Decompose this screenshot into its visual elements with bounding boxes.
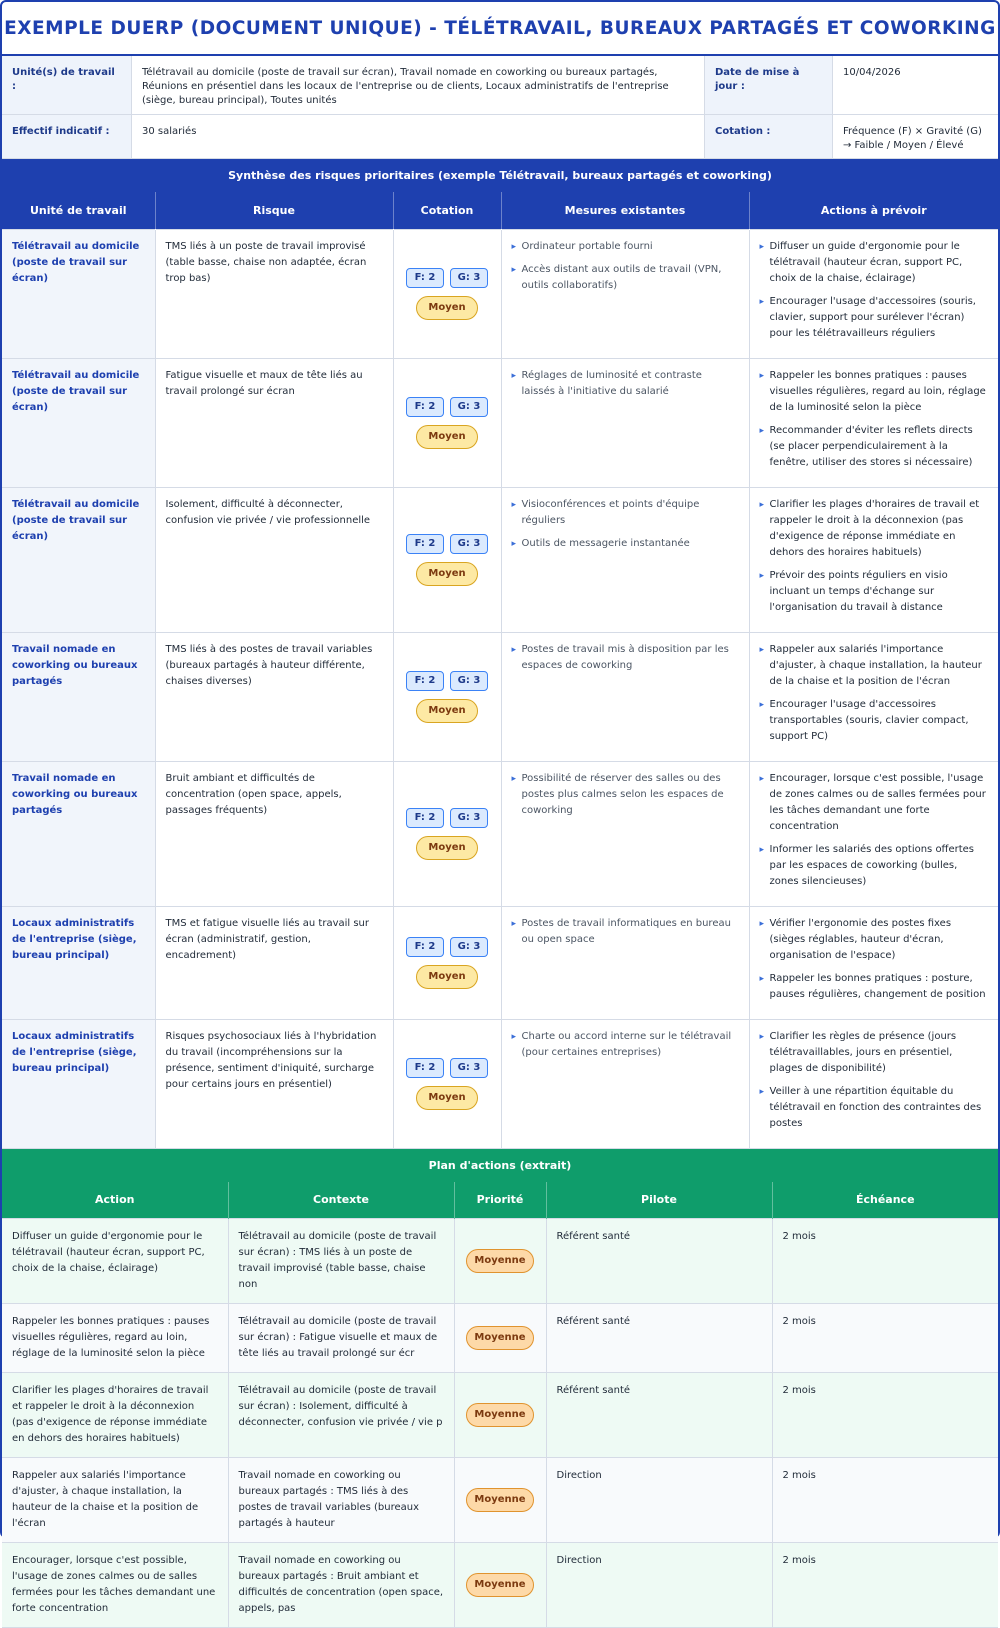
work-unit-cell: Locaux administratifs de l'entreprise (siège, bureau principal): [2, 906, 155, 1019]
measure-item: ▸ Charte ou accord interne sur le télétravail (pour certaines entreprises): [512, 1029, 739, 1061]
risk-col-header: Actions à prévoir: [749, 192, 998, 229]
action-item: ▸ Prévoir des points réguliers en visio incluant un temps d'échange sur l'organisation du travail à distance: [760, 568, 989, 616]
risk-col-header: Risque: [155, 192, 393, 229]
risk-row: [2, 229, 998, 358]
action-item: ▸ Encourager, lorsque c'est possible, l'usage de zones calmes ou de salles fermées pour les tâches demandant une forte concentration: [760, 771, 989, 835]
risk-cell: TMS liés à des postes de travail variables (bureaux partagés à hauteur différente, chaises diverses): [155, 632, 393, 761]
risk-cell: Fatigue visuelle et maux de tête liés au travail prolongé sur écran: [155, 358, 393, 487]
plan-action-cell: Rappeler aux salariés l'importance d'ajuster, à chaque installation, la hauteur de la chaise et la position de l'écran: [2, 1458, 228, 1543]
risk-row: [2, 761, 998, 906]
risk-level-badge: Moyen: [416, 562, 478, 586]
risk-row: [2, 632, 998, 761]
frequency-badge: F: 2: [406, 671, 444, 691]
fg-badges: [398, 937, 497, 957]
planned-actions-cell: [749, 358, 998, 487]
measures-list: [512, 1029, 739, 1061]
frequency-badge: F: 2: [406, 1058, 444, 1078]
plan-col-header: Échéance: [772, 1182, 998, 1219]
priority-badge: Moyenne: [466, 1573, 534, 1597]
plan-col-header: Priorité: [454, 1182, 546, 1219]
actions-list: [760, 916, 989, 1003]
meta-info-grid: [2, 56, 998, 159]
frequency-badge: F: 2: [406, 397, 444, 417]
risk-level-badge: Moyen: [416, 296, 478, 320]
gravity-badge: G: 3: [450, 937, 488, 957]
action-item: ▸ Rappeler aux salariés l'importance d'ajuster, à chaque installation, la hauteur de la chaise et la position de l'écran: [760, 642, 989, 690]
frequency-badge: F: 2: [406, 268, 444, 288]
gravity-badge: G: 3: [450, 1058, 488, 1078]
cotation-cell: [393, 906, 501, 1019]
actions-list: [760, 239, 989, 342]
gravity-badge: G: 3: [450, 808, 488, 828]
pilot-cell: Référent santé: [546, 1304, 772, 1373]
risk-col-header: Cotation: [393, 192, 501, 229]
pilot-cell: Référent santé: [546, 1373, 772, 1458]
frequency-badge: F: 2: [406, 937, 444, 957]
action-item: ▸ Encourager l'usage d'accessoires transportables (souris, clavier compact, support PC): [760, 697, 989, 745]
measure-item: ▸ Réglages de luminosité et contraste laissés à l'initiative du salarié: [512, 368, 739, 400]
work-unit-cell: Travail nomade en coworking ou bureaux partagés: [2, 761, 155, 906]
action-item: ▸ Veiller à une répartition équitable du télétravail en fonction des contraintes des postes: [760, 1084, 989, 1132]
deadline-cell: 2 mois: [772, 1373, 998, 1458]
actions-list: [760, 368, 989, 471]
priority-badge: Moyenne: [466, 1249, 534, 1273]
planned-actions-cell: [749, 632, 998, 761]
action-plan-table: [2, 1182, 998, 1628]
existing-measures-cell: [501, 487, 749, 632]
frequency-badge: F: 2: [406, 808, 444, 828]
effectif-value: 30 salariés: [132, 115, 705, 159]
actions-list: [760, 642, 989, 745]
existing-measures-cell: [501, 632, 749, 761]
measure-item: ▸ Outils de messagerie instantanée: [512, 536, 739, 552]
work-unit-cell: Locaux administratifs de l'entreprise (siège, bureau principal): [2, 1019, 155, 1148]
fg-badges: [398, 268, 497, 288]
planned-actions-cell: [749, 1019, 998, 1148]
planned-actions-cell: [749, 761, 998, 906]
priority-cell: [454, 1304, 546, 1373]
actions-list: [760, 497, 989, 616]
risk-row: [2, 487, 998, 632]
measures-list: [512, 916, 739, 948]
pilot-cell: Direction: [546, 1458, 772, 1543]
action-item: ▸ Recommander d'éviter les reflets directs (se placer perpendiculairement à la fenêtre, utiliser des stores si nécessaire): [760, 423, 989, 471]
measures-list: [512, 239, 739, 294]
action-item: ▸ Clarifier les règles de présence (jours télétravaillables, jours en présentiel, plages de disponibilité): [760, 1029, 989, 1077]
work-unit-cell: Télétravail au domicile (poste de travail sur écran): [2, 229, 155, 358]
priority-cell: [454, 1543, 546, 1628]
unites-value: Télétravail au domicile (poste de travail sur écran), Travail nomade en coworking ou bureaux partagés, Réunions en présentiel dans les locaux de l'entreprise ou de clients, Locaux administratifs de l'entreprise (siège, bureau principal), Toutes unités: [132, 56, 705, 115]
risk-level-badge: Moyen: [416, 836, 478, 860]
plan-row: [2, 1304, 998, 1373]
plan-context-cell: Travail nomade en coworking ou bureaux partagés : Bruit ambiant et difficultés de concentration (open space, appels, pas: [228, 1543, 454, 1628]
measures-list: [512, 771, 739, 819]
effectif-label: Effectif indicatif :: [2, 115, 132, 159]
plan-action-cell: Diffuser un guide d'ergonomie pour le télétravail (hauteur écran, support PC, choix de la chaise, éclairage): [2, 1219, 228, 1304]
plan-action-cell: Clarifier les plages d'horaires de travail et rappeler le droit à la déconnexion (pas d'exigence de réponse immédiate en dehors des horaires habituels): [2, 1373, 228, 1458]
existing-measures-cell: [501, 906, 749, 1019]
fg-badges: [398, 671, 497, 691]
measures-list: [512, 368, 739, 400]
risk-col-header: Mesures existantes: [501, 192, 749, 229]
risk-synthesis-table: [2, 192, 998, 1149]
action-item: ▸ Encourager l'usage d'accessoires (souris, clavier, support pour surélever l'écran) pour les télétravailleurs réguliers: [760, 294, 989, 342]
measure-item: ▸ Accès distant aux outils de travail (VPN, outils collaboratifs): [512, 262, 739, 294]
measures-list: [512, 497, 739, 552]
plan-action-cell: Rappeler les bonnes pratiques : pauses visuelles régulières, regard au loin, réglage de la luminosité selon la pièce: [2, 1304, 228, 1373]
planned-actions-cell: [749, 487, 998, 632]
priority-cell: [454, 1458, 546, 1543]
plan-context-cell: Télétravail au domicile (poste de travail sur écran) : Isolement, difficulté à déconnecter, confusion vie privée / vie p: [228, 1373, 454, 1458]
deadline-cell: 2 mois: [772, 1543, 998, 1628]
plan-row: [2, 1219, 998, 1304]
deadline-cell: 2 mois: [772, 1304, 998, 1373]
planned-actions-cell: [749, 229, 998, 358]
plan-col-header: Action: [2, 1182, 228, 1219]
priority-badge: Moyenne: [466, 1488, 534, 1512]
plan-col-header: Pilote: [546, 1182, 772, 1219]
risk-row: [2, 1019, 998, 1148]
cotation-cell: [393, 487, 501, 632]
measure-item: ▸ Possibilité de réserver des salles ou des postes plus calmes selon les espaces de coworking: [512, 771, 739, 819]
existing-measures-cell: [501, 1019, 749, 1148]
measures-list: [512, 642, 739, 674]
existing-measures-cell: [501, 229, 749, 358]
risk-row: [2, 358, 998, 487]
pilot-cell: Direction: [546, 1543, 772, 1628]
risk-col-header: Unité de travail: [2, 192, 155, 229]
cotation-cell: [393, 761, 501, 906]
existing-measures-cell: [501, 358, 749, 487]
action-item: ▸ Informer les salariés des options offertes par les espaces de coworking (bulles, zones silencieuses): [760, 842, 989, 890]
measure-item: ▸ Visioconférences et points d'équipe réguliers: [512, 497, 739, 529]
risk-cell: Bruit ambiant et difficultés de concentration (open space, appels, passages fréquents): [155, 761, 393, 906]
date-label: Date de mise à jour :: [705, 56, 833, 115]
actions-list: [760, 1029, 989, 1132]
measure-item: ▸ Ordinateur portable fourni: [512, 239, 739, 255]
existing-measures-cell: [501, 761, 749, 906]
fg-badges: [398, 1058, 497, 1078]
work-unit-cell: Télétravail au domicile (poste de travail sur écran): [2, 358, 155, 487]
plan-section-title: Plan d'actions (extrait): [2, 1149, 998, 1182]
risk-cell: Risques psychosociaux liés à l'hybridation du travail (incompréhensions sur la présence, sentiment d'iniquité, surcharge pour certains jours en présentiel): [155, 1019, 393, 1148]
plan-row: [2, 1373, 998, 1458]
risk-row: [2, 906, 998, 1019]
action-item: ▸ Diffuser un guide d'ergonomie pour le télétravail (hauteur écran, support PC, choix de la chaise, éclairage): [760, 239, 989, 287]
action-item: ▸ Clarifier les plages d'horaires de travail et rappeler le droit à la déconnexion (pas d'exigence de réponse immédiate en dehors des horaires habituels): [760, 497, 989, 561]
cotation-cell: [393, 358, 501, 487]
priority-cell: [454, 1373, 546, 1458]
gravity-badge: G: 3: [450, 268, 488, 288]
priority-badge: Moyenne: [466, 1403, 534, 1427]
risk-level-badge: Moyen: [416, 965, 478, 989]
frequency-badge: F: 2: [406, 534, 444, 554]
cotation-cell: [393, 1019, 501, 1148]
risk-level-badge: Moyen: [416, 1086, 478, 1110]
action-item: ▸ Vérifier l'ergonomie des postes fixes (sièges réglables, hauteur d'écran, organisation de l'espace): [760, 916, 989, 964]
plan-action-cell: Encourager, lorsque c'est possible, l'usage de zones calmes ou de salles fermées pour les tâches demandant une forte concentration: [2, 1543, 228, 1628]
risk-cell: Isolement, difficulté à déconnecter, confusion vie privée / vie professionnelle: [155, 487, 393, 632]
risk-cell: TMS et fatigue visuelle liés au travail sur écran (administratif, gestion, encadrement): [155, 906, 393, 1019]
fg-badges: [398, 808, 497, 828]
risk-cell: TMS liés à un poste de travail improvisé (table basse, chaise non adaptée, écran trop bas): [155, 229, 393, 358]
plan-row: [2, 1458, 998, 1543]
plan-context-cell: Travail nomade en coworking ou bureaux partagés : TMS liés à des postes de travail variables (bureaux partagés à hauteur: [228, 1458, 454, 1543]
measure-item: ▸ Postes de travail mis à disposition par les espaces de coworking: [512, 642, 739, 674]
risk-level-badge: Moyen: [416, 699, 478, 723]
gravity-badge: G: 3: [450, 397, 488, 417]
pilot-cell: Référent santé: [546, 1219, 772, 1304]
measure-item: ▸ Postes de travail informatiques en bureau ou open space: [512, 916, 739, 948]
planned-actions-cell: [749, 906, 998, 1019]
risk-level-badge: Moyen: [416, 425, 478, 449]
synthese-section-title: Synthèse des risques prioritaires (exemple Télétravail, bureaux partagés et coworking): [2, 159, 998, 192]
plan-row: [2, 1543, 998, 1628]
fg-badges: [398, 534, 497, 554]
work-unit-cell: Télétravail au domicile (poste de travail sur écran): [2, 487, 155, 632]
action-item: ▸ Rappeler les bonnes pratiques : pauses visuelles régulières, regard au loin, réglage de la luminosité selon la pièce: [760, 368, 989, 416]
plan-context-cell: Télétravail au domicile (poste de travail sur écran) : TMS liés à un poste de travail improvisé (table basse, chaise non: [228, 1219, 454, 1304]
cotation-label: Cotation :: [705, 115, 833, 159]
priority-badge: Moyenne: [466, 1326, 534, 1350]
actions-list: [760, 771, 989, 890]
deadline-cell: 2 mois: [772, 1458, 998, 1543]
priority-cell: [454, 1219, 546, 1304]
fg-badges: [398, 397, 497, 417]
cotation-value: Fréquence (F) × Gravité (G) → Faible / Moyen / Élevé: [833, 115, 998, 159]
action-item: ▸ Rappeler les bonnes pratiques : posture, pauses régulières, changement de position: [760, 971, 989, 1003]
document-title: EXEMPLE DUERP (DOCUMENT UNIQUE) - TÉLÉTRAVAIL, BUREAUX PARTAGÉS ET COWORKING: [2, 2, 998, 56]
plan-col-header: Contexte: [228, 1182, 454, 1219]
cotation-cell: [393, 229, 501, 358]
plan-context-cell: Télétravail au domicile (poste de travail sur écran) : Fatigue visuelle et maux de tête liés au travail prolongé sur écr: [228, 1304, 454, 1373]
work-unit-cell: Travail nomade en coworking ou bureaux partagés: [2, 632, 155, 761]
cotation-cell: [393, 632, 501, 761]
date-value: 10/04/2026: [833, 56, 998, 115]
gravity-badge: G: 3: [450, 534, 488, 554]
unites-label: Unité(s) de travail :: [2, 56, 132, 115]
deadline-cell: 2 mois: [772, 1219, 998, 1304]
gravity-badge: G: 3: [450, 671, 488, 691]
